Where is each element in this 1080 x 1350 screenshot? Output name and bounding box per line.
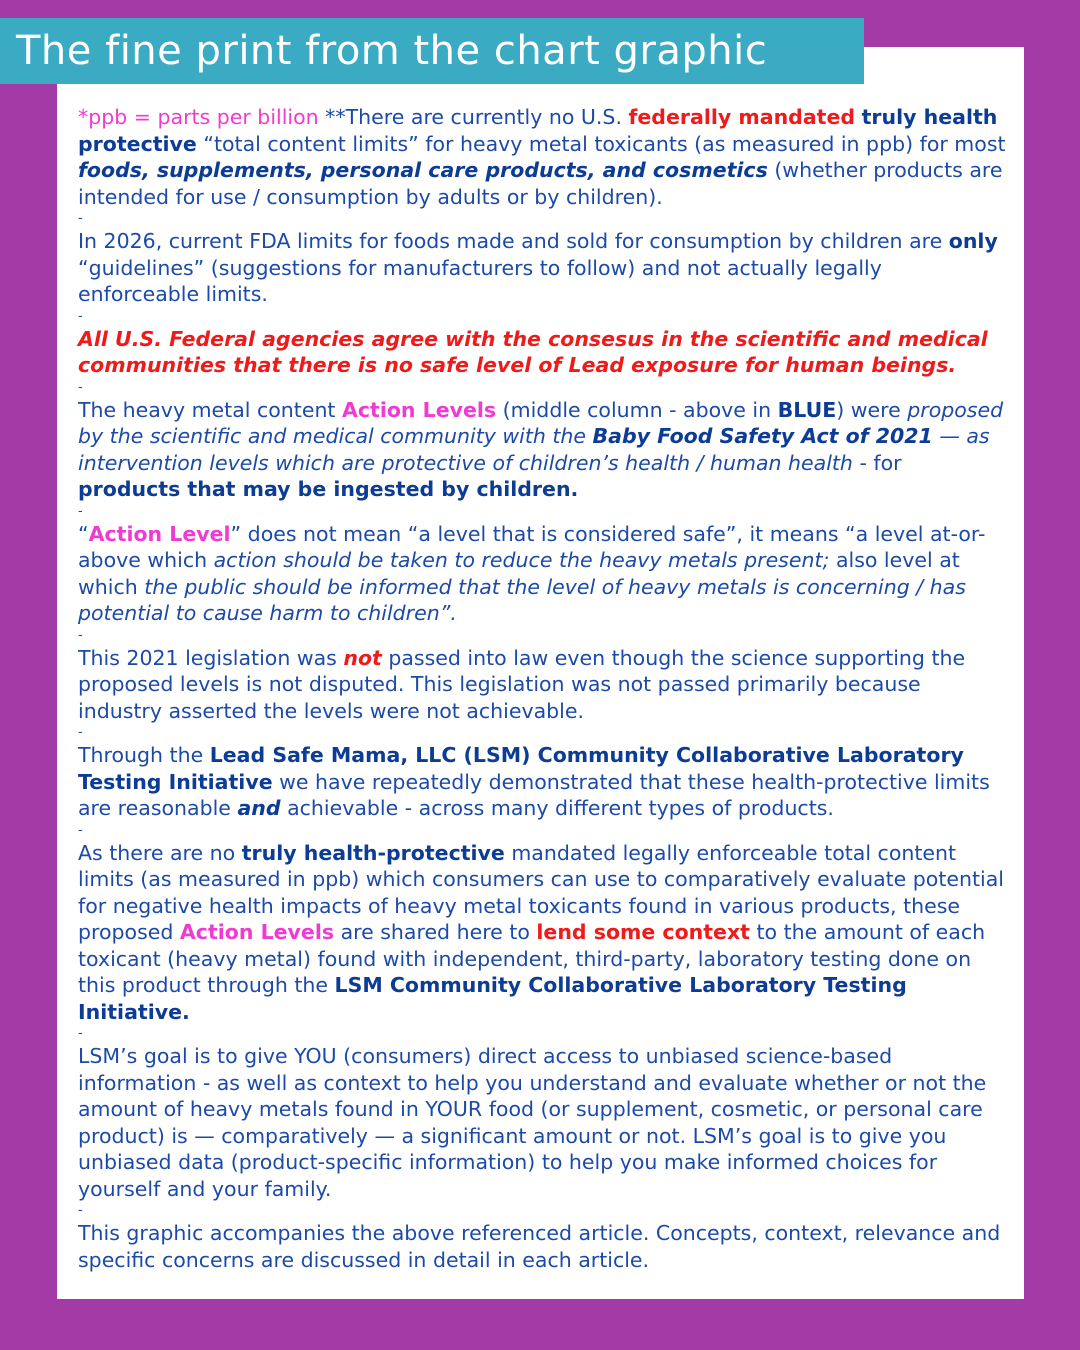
ppb-note: *ppb = parts per billion [78, 105, 319, 129]
paragraph-action-level-definition: “Action Level” does not mean “a level that is considered safe”, it means “a level at-or-above which action should be taken to reduce the heavy metals present; also level at which the public should be informed that the level of heavy metals is concerning / has potential to cause harm to children”. [78, 521, 986, 625]
separator: - [78, 503, 83, 519]
separator: - [78, 1026, 83, 1041]
paragraph-graphic-note: This graphic accompanies the above referenced article. Concepts, context, relevance and specific concerns are discussed in detail in each article. [78, 1221, 1001, 1272]
separator: - [78, 379, 83, 395]
separator: - [78, 822, 83, 838]
separator: - [78, 211, 83, 226]
paragraph-ppb: *ppb = parts per billion **There are currently no U.S. federally mandated truly health protective “total content limits” for heavy metal toxicants (as measured in ppb) for most foods, supplements, personal care products, and cosmetics (whether products are intended for use / consumption by adults or by children). [78, 105, 1006, 209]
paragraph-action-levels: The heavy metal content Action Levels (middle column - above in BLUE) were proposed by the scientific and medical community with the Baby Food Safety Act of 2021 — as intervention levels which are protective of children’s health / human health - for products that may be ingested by children. [78, 397, 1004, 501]
separator: - [78, 308, 83, 324]
paragraph-lead-warning: All U.S. Federal agencies agree with the consesus in the scientific and medical communities that there is no safe level of Lead exposure for human beings. [78, 326, 988, 377]
separator: - [78, 1203, 83, 1218]
fine-print-body [78, 104, 1006, 1273]
paragraph-fda-limits: In 2026, current FDA limits for foods made and sold for consumption by children are only “guidelines” (suggestions for manufacturers to follow) and not actually legally enforceable limits. [78, 229, 998, 306]
paragraph-context: As there are no truly health-protective mandated legally enforceable total content limits (as measured in ppb) which consumers can use to comparatively evaluate potential for negative health impacts of heavy metal toxicants found in various products, these proposed Action Levels are shared here to lend some context to the amount of each toxicant (heavy metal) found with independent, third-party, laboratory testing done on this product through the LSM Community Collaborative Laboratory Testing Initiative. [78, 840, 1004, 1024]
page-title: The fine print from the chart graphic [0, 18, 864, 84]
paragraph-legislation: This 2021 legislation was not passed into law even though the science supporting the proposed levels is not disputed. This legislation was not passed primarily because industry asserted the levels were not achievable. [78, 645, 966, 723]
paragraph-lsm-goal: LSM’s goal is to give YOU (consumers) direct access to unbiased science-based information - as well as context to help you understand and evaluate whether or not the amount of heavy metals found in YOUR food (or supplement, cosmetic, or personal care product) is — comparatively — a significant amount or not. LSM’s goal is to give you unbiased data (product-specific information) to help you make informed choices for yourself and your family. [78, 1044, 987, 1201]
paragraph-lsm-initiative: Through the Lead Safe Mama, LLC (LSM) Community Collaborative Laboratory Testing Initiative we have repeatedly demonstrated that these health-protective limits are reasonable and achievable - across many different types of products. [78, 743, 990, 820]
federally-mandated-text: federally mandated [628, 105, 856, 129]
separator: - [78, 627, 83, 643]
separator: - [78, 725, 83, 740]
